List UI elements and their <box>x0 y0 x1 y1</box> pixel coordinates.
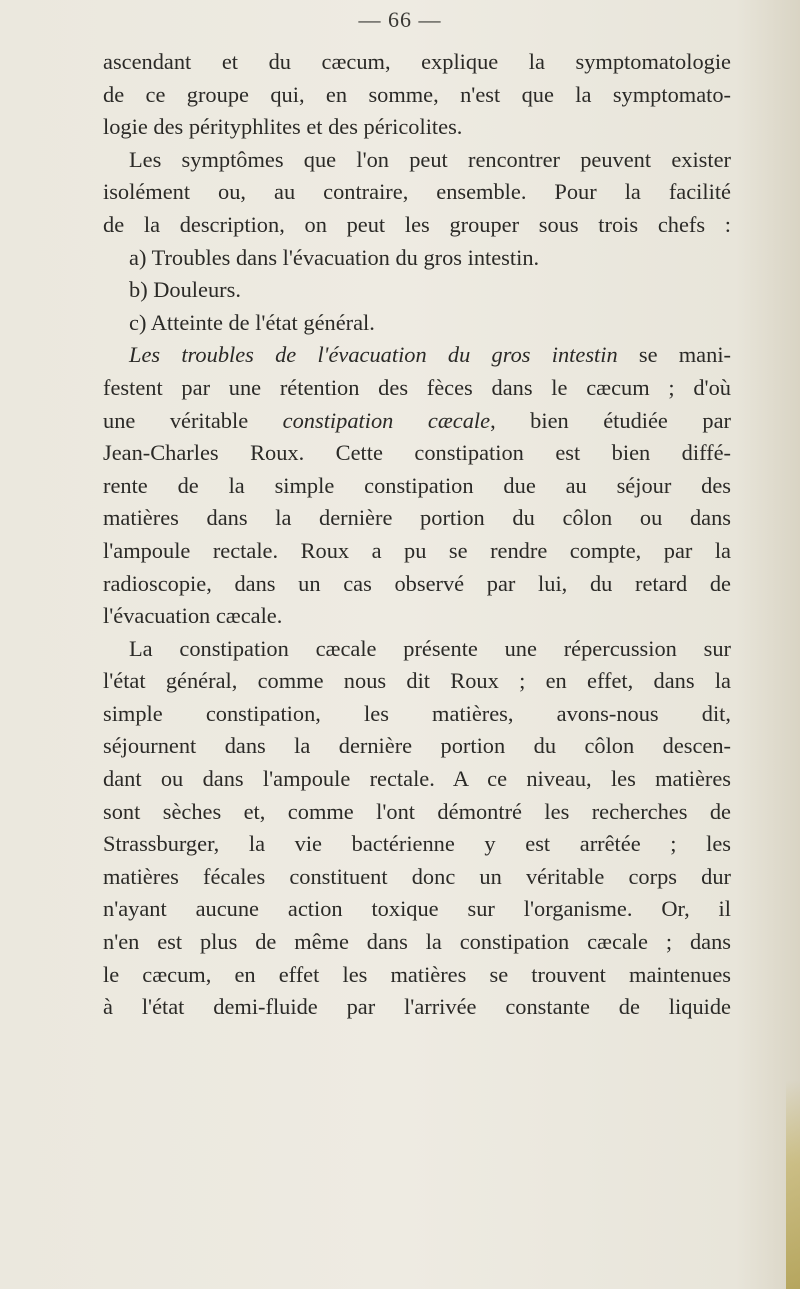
text-line: de la description, on peut les grouper sous trois chefs : <box>103 211 731 237</box>
page-edge-stain <box>786 1080 800 1289</box>
page-number: — 66 — <box>358 7 442 32</box>
text-line: l'état général, comme nous dit Roux ; en effet, dans la <box>103 668 731 694</box>
text-line: n'ayant aucune action toxique sur l'organisme. Or, il <box>103 896 731 922</box>
italic-text: Les troubles de l'évacuation du gros intestin <box>129 342 618 368</box>
text-line: La constipation cæcale présente une répercussion sur <box>129 635 731 661</box>
text-line: séjournent dans la dernière portion du côlon descen- <box>103 733 731 759</box>
text-line <box>103 405 731 438</box>
text-line <box>103 339 731 372</box>
text-line: Les symptômes que l'on peut rencontrer peuvent exister <box>129 146 731 172</box>
text-line: radioscopie, dans un cas observé par lui, du retard de <box>103 570 731 596</box>
text-line: logie des pérityphlites et des péricolites. <box>103 114 463 140</box>
text-line: sont sèches et, comme l'ont démontré les recherches de <box>103 798 731 824</box>
text-line: b) Douleurs. <box>129 277 241 303</box>
text-fragment: une véritable <box>103 407 283 433</box>
text-fragment: se mani- <box>617 342 731 368</box>
text-line: matières dans la dernière portion du côlon ou dans <box>103 505 731 531</box>
text-line: n'en est plus de même dans la constipation cæcale ; dans <box>103 929 731 955</box>
text-line: l'évacuation cæcale. <box>103 603 283 629</box>
body-text <box>103 46 731 1024</box>
text-line: rente de la simple constipation due au séjour des <box>103 472 731 498</box>
text-line: le cæcum, en effet les matières se trouvent maintenues <box>103 961 731 987</box>
text-line: Jean-Charles Roux. Cette constipation est bien diffé- <box>103 440 731 466</box>
text-line: isolément ou, au contraire, ensemble. Pour la facilité <box>103 179 731 205</box>
text-line: simple constipation, les matières, avons-nous dit, <box>103 700 731 726</box>
text-line: dant ou dans l'ampoule rectale. A ce niveau, les matières <box>103 766 731 792</box>
italic-text: constipation cæcale <box>282 407 491 433</box>
text-line: festent par une rétention des fèces dans le cæcum ; d'où <box>103 374 731 400</box>
text-line: ascendant et du cæcum, explique la symptomatologie <box>103 49 731 74</box>
text-fragment: , bien étudiée par <box>490 407 731 433</box>
text-line: a) Troubles dans l'évacuation du gros intestin. <box>129 244 540 270</box>
text-line: l'ampoule rectale. Roux a pu se rendre compte, par la <box>103 537 731 563</box>
text-line: de ce groupe qui, en somme, n'est que la symptomato- <box>103 81 731 107</box>
text-line: c) Atteinte de l'état général. <box>129 309 375 335</box>
text-line: matières fécales constituent donc un véritable corps dur <box>103 863 731 889</box>
text-line: Strassburger, la vie bactérienne y est arrêtée ; les <box>103 831 731 857</box>
text-line: à l'état demi-fluide par l'arrivée constante de liquide <box>103 994 731 1020</box>
